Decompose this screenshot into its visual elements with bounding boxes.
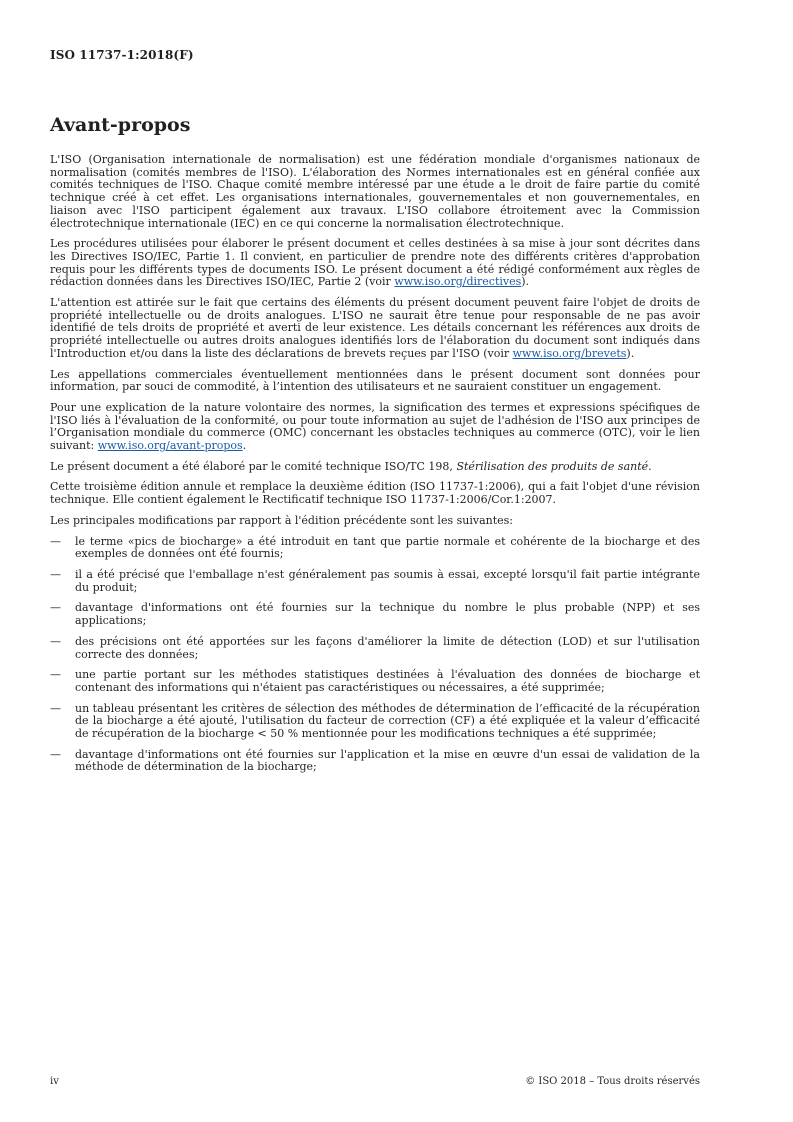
paragraph-iso-intro: L'ISO (Organisation internationale de normalisation) est une fédération mondiale d'organismes nationaux de normalisation (comités membres de l'ISO). L'élaboration des Normes internationales est en général confiée aux comités techniques de l'ISO. Chaque comité membre intéressé par une étude a le droit de faire partie du comité technique créé à cet effet. Les organisations internationales, gouvernementales et non gouvernementales, en liaison avec l'ISO participent également aux travaux. L'ISO collabore étroitement avec la Commission électrotechnique internationale (IEC) en ce qui concerne la normalisation électrotechnique. — [50, 153, 700, 230]
list-item — [50, 569, 700, 594]
document-id-header: ISO 11737-1:2018(F) — [50, 48, 194, 62]
foreword-body — [50, 154, 700, 782]
paragraph-text: L'attention est attirée sur le fait que certains des éléments du présent document peuvent faire l'objet de droits de propriété intellectuelle ou de droits analogues. L'ISO ne saurait être tenue pour responsable de ne pas avoir identifié de tels droits de propriété et averti de leur existence. Les détails concernant les références aux droits de propriété intellectuelle ou autres droits analogues identifiés lors de l'élaboration du document sont indiqués dans l'Introduction et/ou dans la liste des déclarations de brevets reçues par l'ISO (voir — [50, 296, 700, 360]
directives-link[interactable]: www.iso.org/directives — [394, 275, 522, 289]
paragraph-text: Les procédures utilisées pour élaborer le présent document et celles destinées à sa mise à jour sont décrites dans les Directives ISO/IEC, Partie 1. Il convient, en particulier de prendre note des différents critères d'approbation requis pour les différents types de documents ISO. Le présent document a été rédigé conformément aux règles de rédaction données dans les Directives ISO/IEC, Partie 2 (voir — [50, 237, 700, 289]
foreword-link[interactable]: www.iso.org/avant-propos — [97, 439, 243, 453]
page-number: iv — [50, 1076, 59, 1087]
paragraph-voluntary-nature — [50, 402, 700, 453]
paragraph-end: ). — [521, 275, 530, 289]
dash-bullet: — — [50, 567, 61, 581]
paragraph-end: ). — [626, 346, 635, 360]
list-item-text: davantage d'informations ont été fournies sur la technique du nombre le plus probable (NPP) et ses applications; — [75, 601, 700, 628]
list-item-text: des précisions ont été apportées sur les façons d'améliorer la limite de détection (LOD) et sur l'utilisation correcte des données; — [75, 634, 700, 661]
list-item-text: une partie portant sur les méthodes statistiques destinées à l'évaluation des données de biocharge et contenant des informations qui n'étaient pas caractéristiques ou nécessaires, a été supprimée; — [75, 668, 700, 694]
list-item — [50, 636, 700, 661]
copyright-notice: © ISO 2018 – Tous droits réservés — [525, 1076, 700, 1087]
paragraph-changes-intro: Les principales modifications par rapport à l'édition précédente sont les suivantes: — [50, 513, 513, 527]
list-item-text: un tableau présentant les critères de sélection des méthodes de détermination de l’efficacité de la récupération de la biocharge a été ajouté, l'utilisation du facteur de correction (CF) a été expliquée et la valeur d’efficacité de récupération de la biocharge < 50 % mentionnée pour les modifications techniques a été supprimée; — [75, 701, 700, 741]
changes-list — [50, 536, 700, 775]
list-item — [50, 669, 700, 694]
list-item — [50, 536, 700, 561]
patents-link[interactable]: www.iso.org/brevets — [512, 346, 627, 360]
paragraph-committee — [50, 461, 700, 474]
list-item-text: il a été précisé que l'emballage n'est généralement pas soumis à essai, excepté lorsqu'il fait partie intégrante du produit; — [75, 567, 700, 594]
paragraph-edition: Cette troisième édition annule et remplace la deuxième édition (ISO 11737-1:2006), qui a fait l'objet d'une révision technique. Elle contient également le Rectificatif technique ISO 11737-1:2006/Cor.1:2007. — [50, 480, 700, 507]
dash-bullet: — — [50, 601, 61, 615]
paragraph-text: Pour une explication de la nature volontaire des normes, la signification des termes et expressions spécifiques de l'ISO liés à l'évaluation de la conformité, ou pour toute information au sujet de l'adhésion de l'ISO aux principes de l’Organisation mondiale du commerce (OMC) concernant les obstacles techniques au commerce (OTC), voir le lien suivant: — [50, 400, 700, 453]
list-item — [50, 602, 700, 627]
paragraph-end: . — [242, 439, 247, 453]
paragraph-patent-rights — [50, 297, 700, 361]
list-item — [50, 749, 700, 774]
list-item — [50, 703, 700, 741]
paragraph-procedures — [50, 238, 700, 289]
committee-title: Stérilisation des produits de santé — [456, 459, 649, 473]
list-item-text: davantage d'informations ont été fournies sur l'application et la mise en œuvre d'un essai de validation de la méthode de détermination de la biocharge; — [75, 747, 700, 774]
section-title: Avant-propos — [50, 114, 191, 136]
dash-bullet: — — [50, 701, 61, 715]
paragraph-trade-names: Les appellations commerciales éventuellement mentionnées dans le présent document sont données pour information, par souci de commodité, à l’intention des utilisateurs et ne sauraient constituer un engagement. — [50, 367, 700, 394]
document-page — [50, 0, 700, 1122]
dash-bullet: — — [50, 747, 61, 761]
dash-bullet: — — [50, 668, 61, 682]
paragraph-text: Le présent document a été élaboré par le comité technique ISO/TC 198, — [50, 459, 457, 473]
list-item-text: le terme «pics de biocharge» a été introduit en tant que partie normale et cohérente de la biocharge et des exemples de données ont été fournis; — [75, 534, 700, 561]
dash-bullet: — — [50, 534, 61, 548]
paragraph-end: . — [648, 459, 652, 473]
dash-bullet: — — [50, 634, 61, 648]
